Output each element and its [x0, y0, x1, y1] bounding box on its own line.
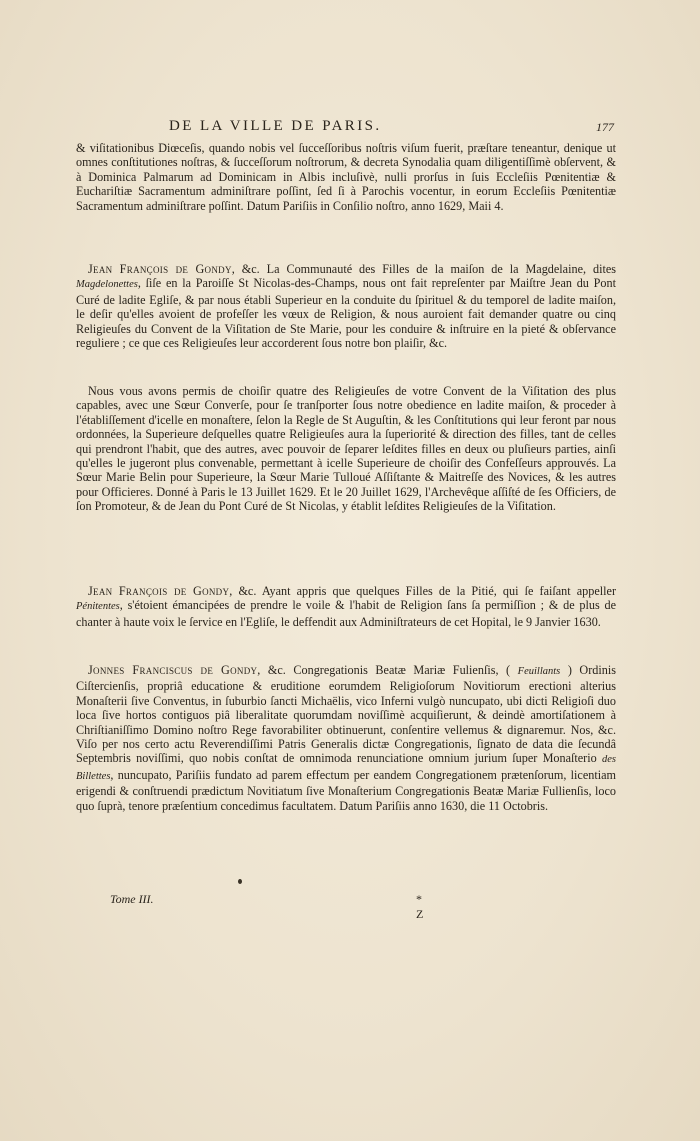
italic-term: Feuillants	[517, 666, 561, 677]
page-number: 177	[596, 120, 614, 134]
paragraph-3-text: Nous vous avons permis de choiſir quatre des Religieuſes de votre Convent de la Viſitation des plus capables, avec une Sœur Converſe, pour ſe tranſporter ſous notre obedience en ladite maiſon, & proceder à l'établiſſement d'icelle en monaſtere, ſelon la Regle de St Auguſtin, & les Conſtitutions qui leur feront par nous ordonnées, la Superieure deſquelles quatre Religieuſes aura la ſuperiorité & direction des filles, tant de celles qui prendront l'habit, que des autres, avec pouvoir de ſeparer leſdites filles en deux ou pluſieurs parties, ainſi qu'elles le jugeront plus convenable, permettant à icelle Superieure de choiſir des Confeſſeurs approuvés. La Sœur Marie Belin pour Superieure, la Sœur Marie Tulloué Aſſiſtante & Maitreſſe des Novices, & les autres pour Officieres. Donné à Paris le 13 Juillet 1629. Et le 20 Juillet 1629, l'Archevêque aſſiſté de ſes Officiers, de ſon Promoteur, & de Jean du Pont Curé de St Nicolas, y établit leſdites Religieuſes de la Viſitation.	[76, 384, 616, 514]
italic-term: Pénitentes	[76, 601, 120, 613]
paragraph-1	[76, 141, 616, 213]
running-head: DE LA VILLE DE PARIS.	[169, 118, 382, 134]
author-name: Jonnes Franciscus de Gondy	[88, 663, 258, 677]
ink-spot	[238, 879, 242, 884]
paragraph-1-text: & viſitationibus Diœceſis, quando nobis vel ſucceſſoribus noſtris viſum fuerit, præſtare teneantur, denique ut omnes conſtitutiones noſtras, & ſucceſſorum noſtrorum, & decreta Synodalia quam diligentiſſimè obſervent, & à Dominica Palmarum ad Dominicam in Albis incluſivè, nulli prorſus in ſuis Eccleſiis Pœnitentiæ & Euchariſtiæ Sacramentum adminiſtrare poſſint, ſed ſi à Parochis vocentur, in eorum Eccleſiis Pœnitentiæ Sacramentum adminiſtrare poſſint. Datum Pariſiis in Conſilio noſtro, anno 1629, Maii 4.	[76, 141, 616, 213]
page-footer	[110, 892, 430, 921]
italic-term: des Billettes	[76, 754, 616, 782]
author-name: Jean François de Gondy	[88, 262, 232, 276]
page-header	[76, 118, 616, 140]
volume-label: Tome III.	[110, 892, 154, 906]
paragraph-2: Jean François de Gondy, &c. La Communauté des Filles de la maiſon de la Magdelaine, dites Magdelonettes, ſiſe en la Paroiſſe St Nicolas-des-Champs, nous ont fait repreſenter par Maiſtre Jean du Pont Curé de ladite Egliſe, & par nous établi Superieur en la conduite du ſpirituel & du temporel de ladite maiſon, le deſir qu'elles avoient de profeſſer les vœux de Religion, & nous auroient fait demander quatre ou cinq Religieuſes du Convent de la Viſitation de Ste Marie, pour les conduire & inſtruire en la pieté & obſervance reguliere ; ce que ces Religieuſes leur accorderent ſous notre bon plaiſir, &c.	[76, 262, 616, 351]
italic-term: Magdelonettes	[76, 279, 138, 291]
author-name: Jean François de Gondy	[88, 584, 230, 598]
signature-mark: * Z	[416, 892, 424, 921]
paragraph-5: Jonnes Franciscus de Gondy, &c. Congregationis Beatæ Mariæ Fulienſis, ( Feuillants ) Ordinis Ciſtercienſis, propriâ educatione & eruditione eorumdem Religioſorum Novitiorum erectioni alterius Monaſterii ſive Conventus, in ſuburbio ſancti Michaëlis, vico Inferni vulgò nuncupato, ubi dicti Religioſi duo loca ſive hortos contiguos piâ liberalitate quorumdam noviſſimè acquiſierunt, & deindè amortiſationem à Chriſtianiſſimo Domino noſtro Rege favorabiliter obtinuerunt, conſentire vellemus & dignaremur. Nos, &c. Viſo per nos certo actu Reverendiſſimi Patris Generalis dictæ Congregationis, ſignato de data die ſecundâ Septembris noviſſimi, quo nobis conſtat de omnimoda renunciatione omnium jurium ſuper Monaſterio des Billettes, nuncupato, Pariſiis fundato ad parem effectum per eandem Congregationem prætenſorum, licentiam erigendi & conſtruendi prædictum Novitiatum ſive Monaſterium Congregationis Beatæ Mariæ Fullienſis, loco quo ſuprà, tenore præſentium concedimus facultatem. Datum Pariſiis anno 1630, die 11 Octobris.	[76, 663, 616, 813]
paragraph-4: Jean François de Gondy, &c. Ayant appris que quelques Filles de la Pitié, qui ſe faiſant appeller Pénitentes, s'étoient émancipées de prendre le voile & l'habit de Religion ſans ſa permiſſion ; & de plus de chanter à haute voix le ſervice en l'Egliſe, le deffendit aux Adminiſtrateurs de cet Hopital, le 9 Janvier 1630.	[76, 584, 617, 629]
paragraph-3	[76, 384, 616, 514]
